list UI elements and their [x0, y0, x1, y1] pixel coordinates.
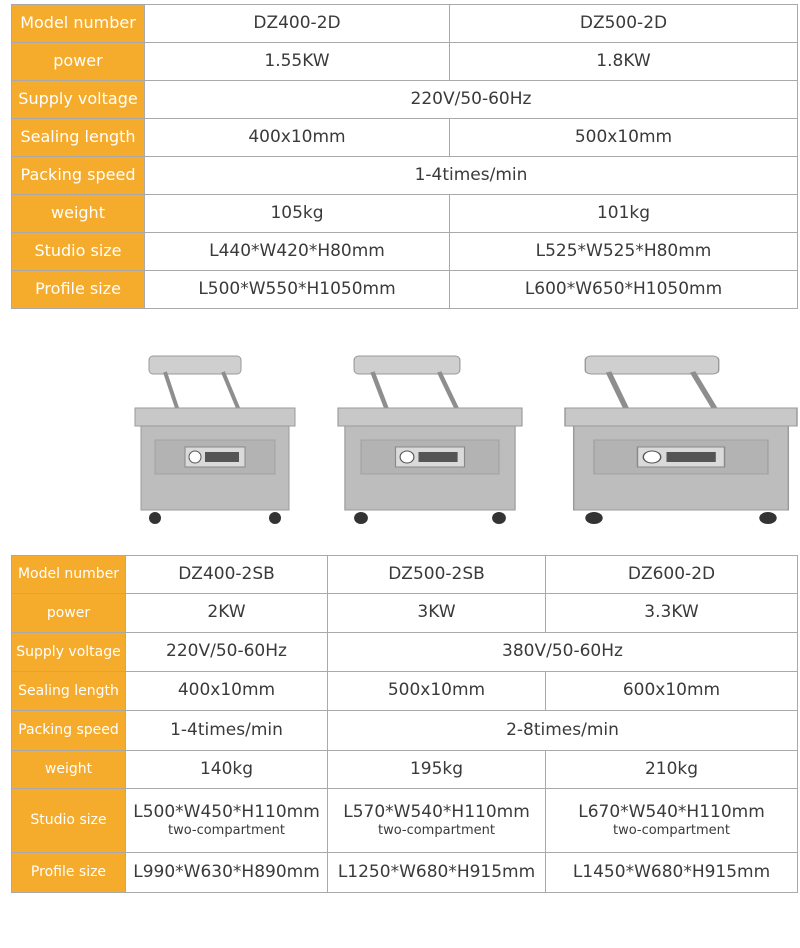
table-row — [12, 789, 798, 853]
row-label: power — [12, 594, 126, 633]
power-cell: 2KW — [126, 594, 328, 633]
table-row — [12, 119, 798, 157]
weight-cell: 140kg — [126, 751, 328, 789]
studio-note: two-compartment — [377, 822, 496, 838]
table-row — [12, 556, 798, 594]
row-label: Profile size — [12, 853, 126, 893]
row-label: Model number — [12, 556, 126, 594]
model-cell: DZ500-2SB — [328, 556, 546, 594]
row-label: Packing speed — [12, 157, 145, 195]
spec-table-bottom — [11, 555, 798, 893]
profile-cell: L1250*W680*H915mm — [328, 853, 546, 893]
row-label: Studio size — [12, 789, 126, 853]
vacuum-sealer-machine-icon — [565, 356, 797, 524]
speed-cell: 2-8times/min — [328, 711, 798, 751]
model-cell: DZ600-2D — [546, 556, 798, 594]
studio-cell — [126, 789, 328, 853]
studio-note: two-compartment — [612, 822, 731, 838]
profile-cell: L1450*W680*H915mm — [546, 853, 798, 893]
sealing-cell: 600x10mm — [546, 672, 798, 711]
studio-cell: L525*W525*H80mm — [450, 233, 798, 271]
row-label: Studio size — [12, 233, 145, 271]
weight-cell: 195kg — [328, 751, 546, 789]
profile-cell: L600*W650*H1050mm — [450, 271, 798, 309]
studio-cell: L440*W420*H80mm — [145, 233, 450, 271]
sealing-cell: 500x10mm — [328, 672, 546, 711]
speed-cell: 1-4times/min — [126, 711, 328, 751]
table-row — [12, 594, 798, 633]
table-row — [12, 81, 798, 119]
voltage-cell: 220V/50-60Hz — [145, 81, 798, 119]
power-cell: 3KW — [328, 594, 546, 633]
model-cell: DZ500-2D — [450, 5, 798, 43]
row-label: Packing speed — [12, 711, 126, 751]
row-label: weight — [12, 195, 145, 233]
studio-size-value: L570*W540*H110mm — [343, 801, 530, 822]
table-row — [12, 853, 798, 893]
table-row — [12, 271, 798, 309]
studio-size-value: L670*W540*H110mm — [578, 801, 765, 822]
table-row — [12, 711, 798, 751]
table-row — [12, 751, 798, 789]
studio-cell — [328, 789, 546, 853]
power-cell: 1.8KW — [450, 43, 798, 81]
row-label: Sealing length — [12, 119, 145, 157]
row-label: Profile size — [12, 271, 145, 309]
table-row — [12, 633, 798, 672]
table-row — [12, 195, 798, 233]
weight-cell: 105kg — [145, 195, 450, 233]
studio-note: two-compartment — [167, 822, 286, 838]
power-cell: 3.3KW — [546, 594, 798, 633]
weight-cell: 101kg — [450, 195, 798, 233]
vacuum-sealer-machine-icon — [135, 356, 295, 524]
row-label: Sealing length — [12, 672, 126, 711]
vacuum-sealer-machine-icon — [338, 356, 522, 524]
table-row — [12, 672, 798, 711]
machine-images — [0, 330, 800, 530]
model-cell: DZ400-2SB — [126, 556, 328, 594]
table-row — [12, 5, 798, 43]
power-cell: 1.55KW — [145, 43, 450, 81]
speed-cell: 1-4times/min — [145, 157, 798, 195]
sealing-cell: 400x10mm — [126, 672, 328, 711]
profile-cell: L500*W550*H1050mm — [145, 271, 450, 309]
studio-cell — [546, 789, 798, 853]
voltage-cell: 220V/50-60Hz — [126, 633, 328, 672]
row-label: power — [12, 43, 145, 81]
weight-cell: 210kg — [546, 751, 798, 789]
voltage-cell: 380V/50-60Hz — [328, 633, 798, 672]
row-label: Supply voltage — [12, 81, 145, 119]
row-label: weight — [12, 751, 126, 789]
sealing-cell: 400x10mm — [145, 119, 450, 157]
profile-cell: L990*W630*H890mm — [126, 853, 328, 893]
table-row — [12, 233, 798, 271]
sealing-cell: 500x10mm — [450, 119, 798, 157]
row-label: Supply voltage — [12, 633, 126, 672]
table-row — [12, 157, 798, 195]
studio-size-value: L500*W450*H110mm — [133, 801, 320, 822]
table-row — [12, 43, 798, 81]
spec-table-top — [11, 4, 798, 309]
model-cell: DZ400-2D — [145, 5, 450, 43]
row-label: Model number — [12, 5, 145, 43]
